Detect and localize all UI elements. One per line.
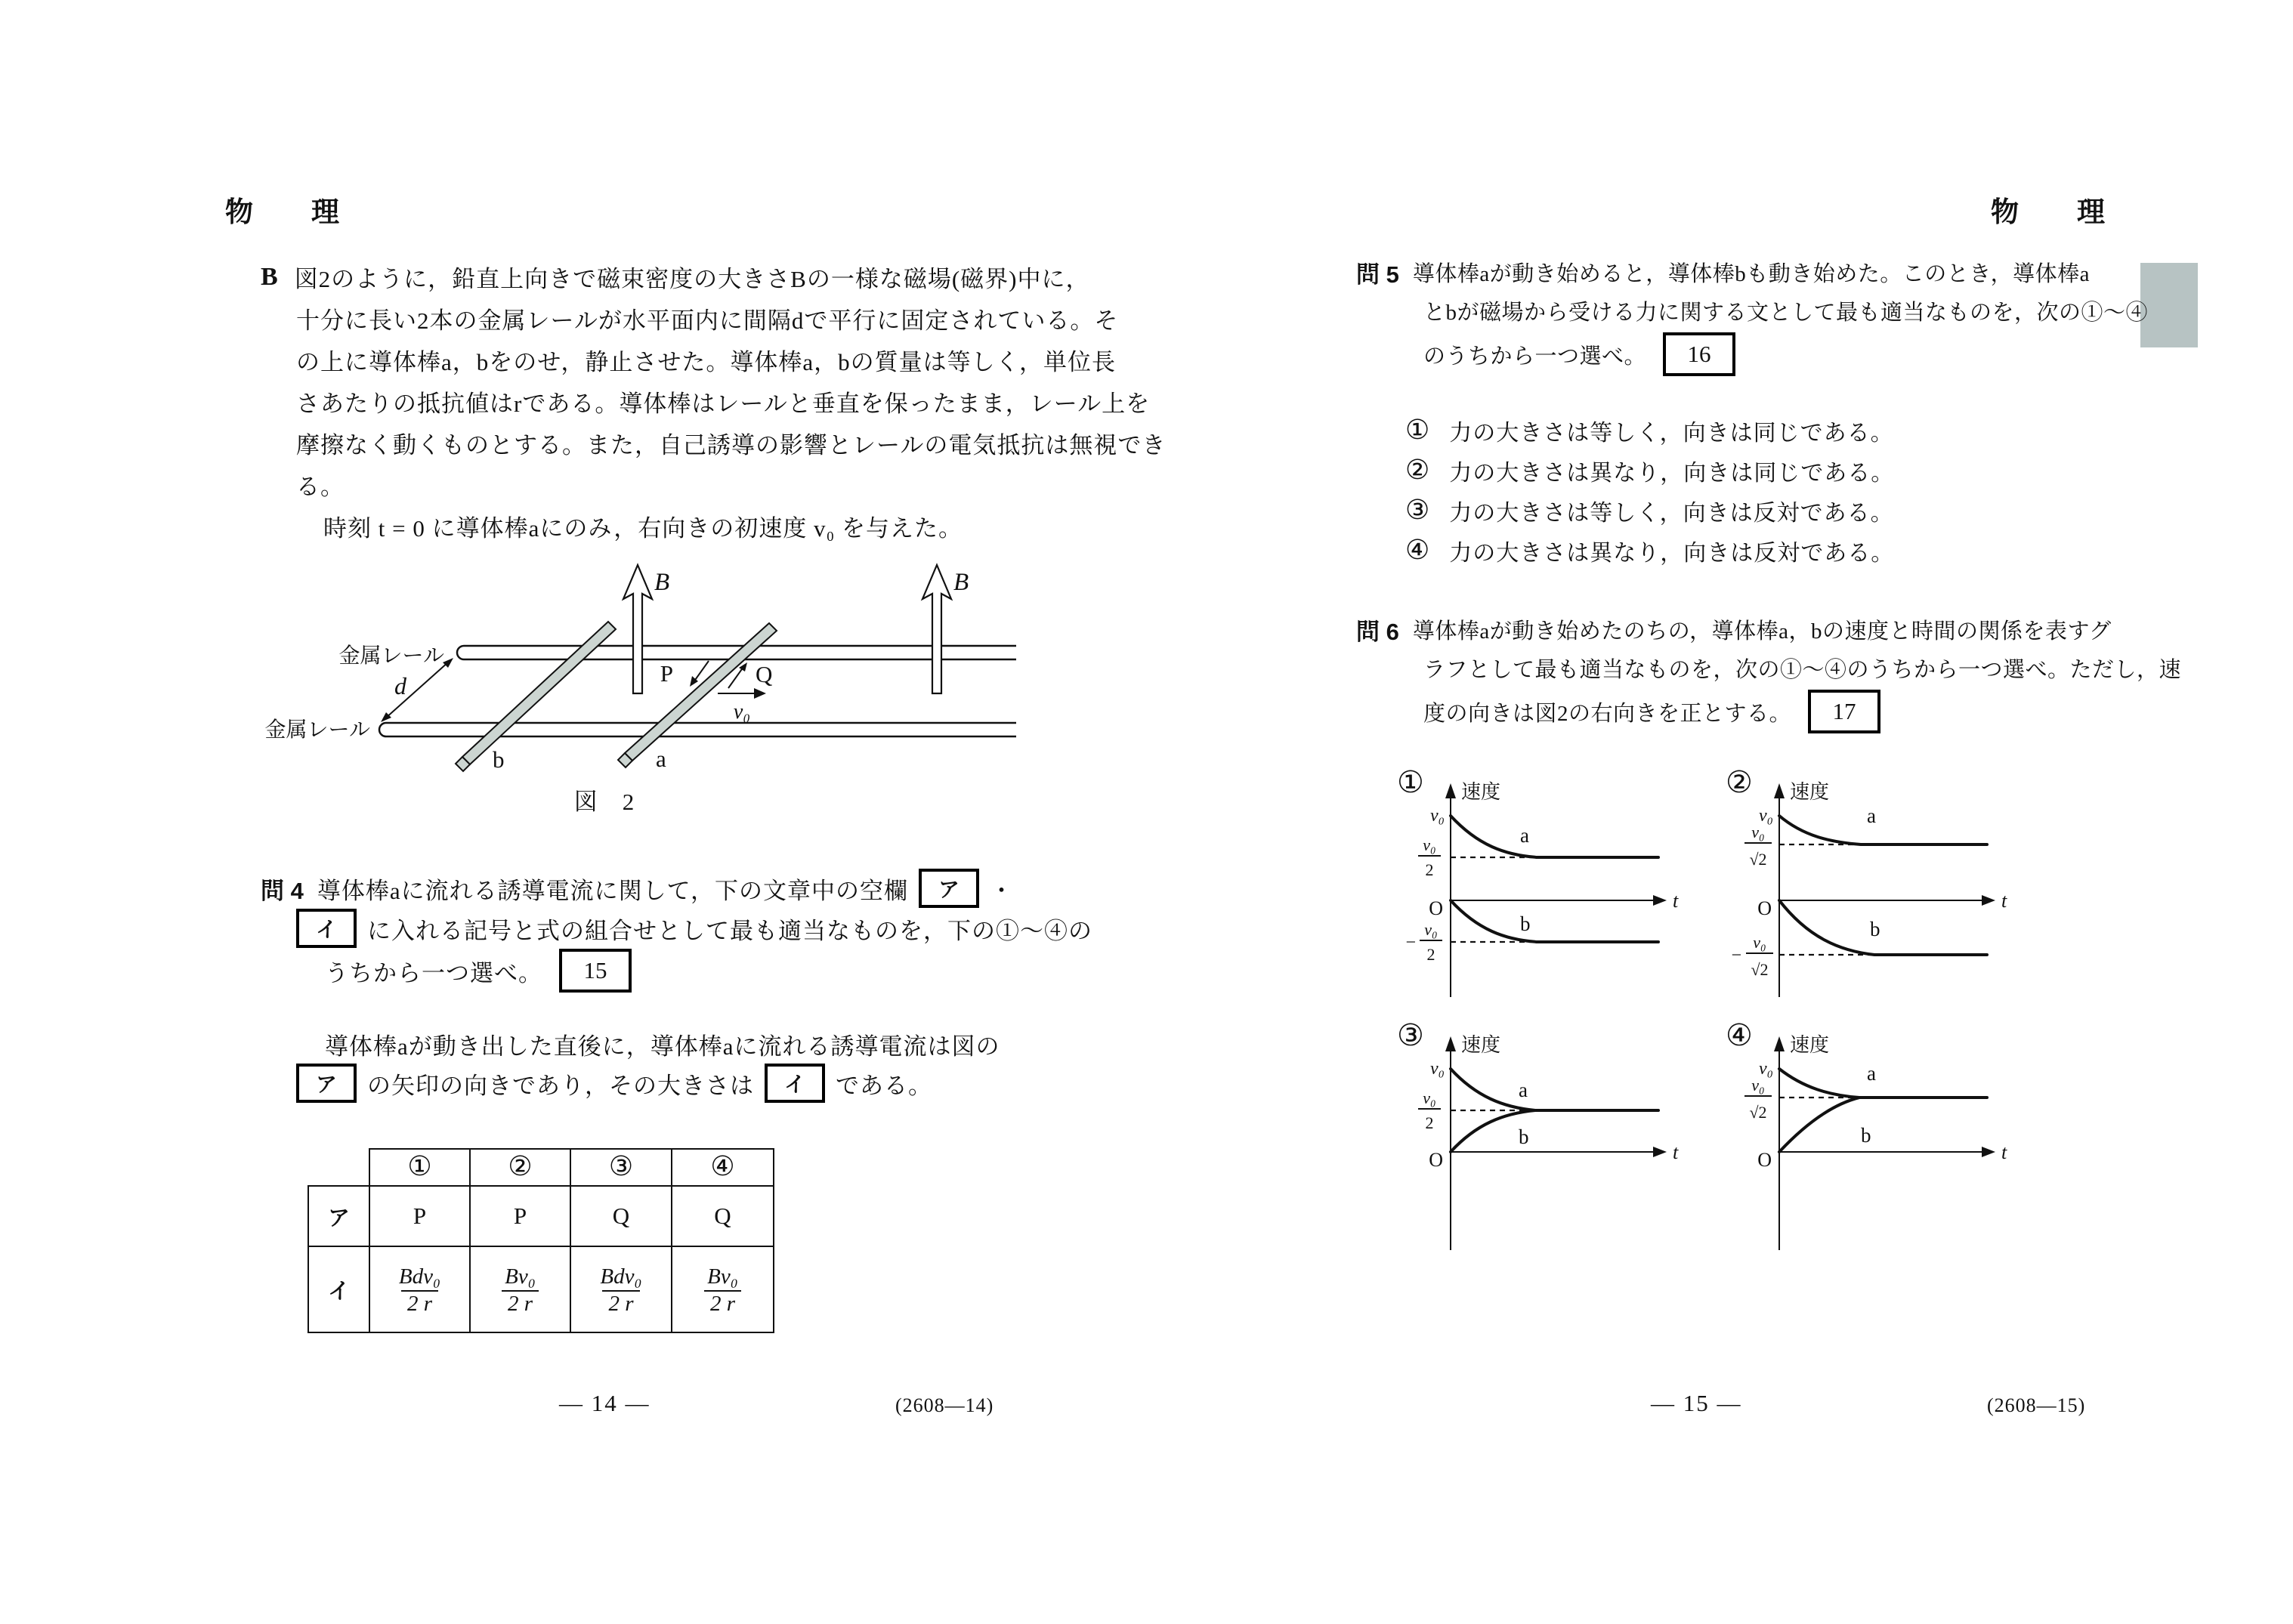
curve-a: [1451, 1069, 1658, 1110]
tick-frac-den: 2: [1426, 945, 1435, 964]
graph2-number: ②: [1726, 765, 1753, 800]
t-label: t: [1673, 1141, 1679, 1163]
option-number: ②: [1405, 455, 1430, 486]
v0-tick-label: v₀: [1759, 1059, 1773, 1079]
section-b-text: の上に導体棒a，bをのせ，静止させた。導体棒a，bの質量は等しく，単位長: [296, 349, 1116, 375]
b-field-arrow-icon: [922, 565, 951, 693]
tick-frac-num: v₀: [1751, 1076, 1765, 1095]
tick-frac-num: v₀: [1424, 920, 1438, 939]
y-axis-label: 速度: [1790, 1034, 1830, 1056]
q6-text: 度の向きは図2の右向きを正とする。: [1423, 701, 1792, 726]
tick-frac-den: √2: [1749, 1103, 1767, 1122]
y-axis-label: 速度: [1461, 1034, 1501, 1056]
q6-text: 導体棒aが動き始めたのちの，導体棒a，bの速度と時間の関係を表すグ: [1412, 619, 2112, 644]
curve-b: [1451, 900, 1658, 942]
q5-option-1: [1405, 414, 1894, 447]
v0-tick-label: v₀: [1759, 806, 1773, 826]
edge-index-tab: [2140, 263, 2198, 347]
q5-line2: とbが磁場から受ける力に関する文として最も適当なものを，次の①～④: [1423, 301, 2149, 325]
cell: P: [470, 1186, 570, 1246]
cell: Q: [570, 1186, 672, 1246]
q4-text: うちから一つ選べ。: [325, 959, 542, 986]
d-label: d: [394, 672, 406, 699]
graph3-number: ③: [1397, 1018, 1424, 1053]
section-b-line: [261, 260, 1090, 294]
q5-text: のうちから一つ選べ。: [1423, 344, 1647, 369]
section-b-text: さあたりの抵抗値はrである。導体棒はレールと垂直を保ったまま，レール上を: [296, 391, 1151, 417]
blank-box-a: ア: [919, 869, 979, 908]
x-axis-arrow-icon: [1653, 1147, 1667, 1157]
q6-label: 問 6: [1356, 619, 1399, 645]
v0-arrowhead-icon: [754, 688, 766, 699]
y-axis-label: 速度: [1461, 781, 1501, 803]
x-axis-arrow-icon: [1982, 895, 1995, 906]
curve-b: [1779, 900, 1987, 955]
q4-text: に入れる記号と式の組合せとして最も適当なものを，下の①～④の: [367, 917, 1092, 944]
x-axis-arrow-icon: [1653, 895, 1667, 906]
option-number: ③: [1405, 495, 1430, 526]
answer-box-17: 17: [1808, 690, 1880, 733]
q6-line2: ラフとして最も適当なものを，次の①～④のうちから一つ選べ。ただし，速: [1423, 658, 2182, 682]
tick-frac-num: v₀: [1753, 933, 1766, 952]
t-label: t: [2001, 1141, 2007, 1163]
q4-line3: [325, 949, 632, 993]
tick-frac-num: v₀: [1751, 823, 1765, 841]
q5-text: 導体棒aが動き始めると，導体棒bも動き始めた。このとき，導体棒a: [1412, 262, 2090, 286]
origin-label: O: [1429, 1149, 1443, 1171]
curve-a: [1779, 816, 1987, 844]
curve-a: [1451, 816, 1658, 857]
q6-line3: [1423, 690, 1880, 733]
b-field-arrow-icon: [623, 565, 652, 693]
q4-line1: [261, 869, 1014, 908]
v0-label: v₀: [733, 700, 751, 724]
tick-frac-den: 2: [1425, 1113, 1434, 1132]
graph-option-3: [1398, 1027, 1700, 1254]
y-axis-label: 速度: [1790, 781, 1830, 803]
y-axis-arrow-icon: [1445, 783, 1456, 798]
section-b-text: 摩擦なく動くものとする。また，自己誘導の影響とレールの電気抵抗は無視でき: [296, 432, 1167, 458]
q4-dot: ・: [990, 877, 1014, 904]
option-text: 力の大きさは等しく，向きは同じである。: [1449, 421, 1894, 446]
v0-tick-label: v₀: [1430, 1059, 1445, 1079]
option-number: ④: [1405, 535, 1430, 566]
cell: Q: [672, 1186, 774, 1246]
rod-a-label: a: [656, 746, 666, 772]
q4-text: 導体棒aに流れる誘導電流に関して，下の文章中の空欄: [317, 877, 908, 904]
graph-option-2: [1726, 774, 2029, 1001]
option-text: 力の大きさは等しく，向きは反対である。: [1449, 501, 1894, 526]
q4-text: である。: [836, 1072, 932, 1099]
table-row: [308, 1186, 774, 1246]
col-header: ①: [369, 1149, 470, 1186]
section-b-text: 図2のように，鉛直上向きで磁束密度の大きさBの一様な磁場(磁界)中に，: [294, 266, 1090, 292]
y-axis-arrow-icon: [1774, 1036, 1785, 1051]
tick-frac-den: 2: [1425, 860, 1434, 879]
cell: $\frac{\text{Bdv₀}}{2 r}$: [570, 1246, 672, 1332]
y-axis-arrow-icon: [1774, 783, 1785, 798]
col-header: ②: [470, 1149, 570, 1186]
tick-minus: −: [1731, 946, 1741, 965]
answer-box-16: 16: [1663, 332, 1735, 376]
b-field-label: B: [654, 569, 670, 596]
q4-paragraph-line2: [296, 1064, 932, 1103]
series-a-label: a: [1519, 1079, 1528, 1101]
section-b-text: る。: [296, 474, 345, 500]
answer-box-15: 15: [559, 949, 632, 993]
q4-choice-table: [307, 1148, 774, 1333]
page-title-right: 物 理: [1991, 196, 2120, 227]
curve-a: [1779, 1069, 1987, 1098]
option-text: 力の大きさは異なり，向きは同じである。: [1449, 461, 1895, 486]
section-b-text: 時刻 t = 0 に導体棒aにのみ，右向きの初速度 v₀ を与えた。: [323, 515, 963, 542]
v0-tick-label: v₀: [1430, 806, 1445, 826]
page-code-right: (2608—15): [1987, 1394, 2086, 1416]
page-number-right: — 15 —: [1651, 1390, 1742, 1416]
curve-b: [1779, 1098, 1859, 1152]
q4-label: 問 4: [261, 877, 304, 904]
option-text: 力の大きさは異なり，向きは反対である。: [1449, 541, 1895, 566]
b-field-label: B: [953, 569, 969, 596]
t-label: t: [1673, 890, 1679, 912]
rod-b-label: b: [493, 746, 505, 773]
figure-2-diagram: [264, 555, 1028, 782]
figure-2-caption: 図 2: [573, 789, 635, 815]
cell: P: [369, 1186, 470, 1246]
option-number: ①: [1405, 415, 1430, 446]
q5-option-4: [1405, 534, 1894, 567]
rod-a: [625, 623, 777, 761]
series-a-label: a: [1867, 1062, 1876, 1085]
q5-line1: [1356, 255, 2090, 289]
series-b-label: b: [1870, 918, 1880, 940]
page-code-left: (2608—14): [895, 1394, 994, 1416]
series-b-label: b: [1519, 1125, 1529, 1148]
q4-paragraph-line1: 導体棒aが動き出した直後に，導体棒aに流れる誘導電流は図の: [325, 1033, 1000, 1060]
section-b-text: 十分に長い2本の金属レールが水平面内に間隔dで平行に固定されている。そ: [296, 307, 1119, 334]
blank-box-a: ア: [296, 1064, 357, 1103]
origin-label: O: [1757, 1149, 1772, 1171]
rod-b: [462, 622, 616, 764]
col-header: ③: [570, 1149, 672, 1186]
origin-label: O: [1429, 897, 1443, 919]
q-label: Q: [756, 661, 773, 687]
page-title-left: 物 理: [225, 196, 354, 227]
tick-frac-num: v₀: [1423, 1088, 1436, 1107]
q5-label: 問 5: [1356, 261, 1399, 288]
series-b-label: b: [1861, 1124, 1871, 1147]
series-a-label: a: [1867, 804, 1876, 827]
table-row: [308, 1149, 774, 1186]
q6-line1: [1356, 613, 2112, 647]
series-a-label: a: [1520, 824, 1529, 847]
page-number-left: — 14 —: [559, 1390, 651, 1416]
q4-line2: [296, 909, 1092, 948]
t-label: t: [2001, 890, 2007, 912]
col-header: ④: [672, 1149, 774, 1186]
blank-box-i: イ: [765, 1064, 825, 1103]
rail-bottom: [379, 723, 1016, 736]
series-b-label: b: [1520, 912, 1531, 935]
q5-line3: [1423, 332, 1735, 376]
graph4-number: ④: [1726, 1018, 1753, 1053]
q5-option-2: [1405, 454, 1894, 487]
q4-text: の矢印の向きであり，その大きさは: [367, 1072, 754, 1099]
rail-top-label: 金属レール: [338, 644, 444, 668]
q5-option-3: [1405, 494, 1894, 527]
p-label: P: [660, 660, 673, 687]
x-axis-arrow-icon: [1982, 1147, 1995, 1157]
y-axis-arrow-icon: [1445, 1036, 1456, 1051]
table-row: [308, 1246, 774, 1332]
blank-box-i: イ: [296, 909, 357, 948]
row-header-a: ア: [308, 1186, 369, 1246]
tick-frac-num: v₀: [1423, 835, 1436, 854]
section-b-label: B: [261, 262, 278, 291]
table-corner: [308, 1149, 369, 1186]
graph-option-1: [1398, 774, 1700, 1001]
cell: $\frac{\text{Bv₀}}{2 r}$: [672, 1246, 774, 1332]
graph1-number: ①: [1397, 765, 1424, 800]
cell: $\frac{\text{Bdv₀}}{2 r}$: [369, 1246, 470, 1332]
tick-frac-den: √2: [1749, 850, 1767, 869]
graph-option-4: [1726, 1027, 2029, 1254]
tick-frac-den: √2: [1751, 960, 1769, 979]
row-header-i: イ: [308, 1246, 369, 1332]
cell: $\frac{\text{Bv₀}}{2 r}$: [470, 1246, 570, 1332]
tick-minus: −: [1405, 933, 1416, 952]
origin-label: O: [1757, 897, 1772, 919]
rail-bottom-label: 金属レール: [264, 718, 370, 742]
